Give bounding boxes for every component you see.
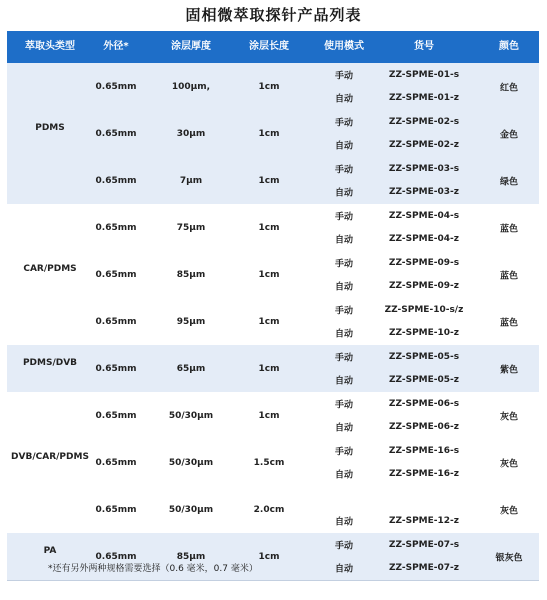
color-cell: 红色 (499, 83, 519, 93)
group-type-label: PDMS/DVB (22, 357, 78, 368)
sku-cell: ZZ-SPME-03-s (388, 163, 460, 174)
header-mode: 使用模式 (324, 41, 364, 52)
sku-cell: ZZ-SPME-01-z (388, 93, 460, 104)
thickness-cell: 65μm (176, 363, 206, 374)
color-cell: 银灰色 (495, 553, 523, 563)
sku-cell: ZZ-SPME-04-s (388, 210, 460, 221)
length-cell: 1cm (258, 551, 280, 562)
thickness-cell: 50/30μm (168, 457, 214, 468)
diameter-cell: 0.65mm (95, 457, 137, 468)
thickness-cell: 85μm (176, 269, 206, 280)
header-length: 涂层长度 (249, 41, 289, 52)
diameter-cell: 0.65mm (95, 128, 137, 139)
mode-cell: 手动 (334, 400, 354, 411)
mode-cell: 自动 (334, 282, 354, 293)
sku-cell: ZZ-SPME-05-z (388, 375, 460, 386)
color-cell: 绿色 (499, 177, 519, 187)
mode-cell: 自动 (334, 94, 354, 105)
mode-cell: 自动 (334, 235, 354, 246)
length-cell: 1cm (258, 269, 280, 280)
sku-cell: ZZ-SPME-04-z (388, 234, 460, 245)
length-cell: 1cm (258, 222, 280, 233)
mode-cell: 自动 (334, 141, 354, 152)
header-type: 萃取头类型 (25, 41, 75, 52)
diameter-cell: 0.65mm (95, 269, 137, 280)
mode-cell: 自动 (334, 376, 354, 387)
mode-cell: 自动 (334, 188, 354, 199)
sku-cell: ZZ-SPME-07-z (388, 563, 460, 574)
sku-cell: ZZ-SPME-06-z (388, 422, 460, 433)
length-cell: 1.5cm (253, 457, 285, 468)
group-type-label: CAR/PDMS (23, 263, 77, 274)
sku-cell: ZZ-SPME-09-z (388, 281, 460, 292)
length-cell: 1cm (258, 81, 280, 92)
sku-cell: ZZ-SPME-02-z (388, 140, 460, 151)
thickness-cell: 100μm, (171, 81, 211, 92)
mode-cell: 自动 (334, 423, 354, 434)
mode-cell: 手动 (334, 118, 354, 129)
length-cell: 1cm (258, 316, 280, 327)
sku-cell: ZZ-SPME-16-z (388, 469, 460, 480)
mode-cell: 手动 (334, 212, 354, 223)
diameter-cell: 0.65mm (95, 363, 137, 374)
color-cell: 蓝色 (499, 224, 519, 234)
sku-cell: ZZ-SPME-12-z (388, 516, 460, 527)
mode-cell: 手动 (334, 447, 354, 458)
thickness-cell: 50/30μm (168, 410, 214, 421)
header-color: 颜色 (499, 41, 519, 52)
mode-cell: 手动 (334, 71, 354, 82)
mode-cell: 手动 (334, 541, 354, 552)
sku-cell: ZZ-SPME-09-s (388, 257, 460, 268)
sku-cell: ZZ-SPME-06-s (388, 398, 460, 409)
thickness-cell: 85μm (176, 551, 206, 562)
group-type-label: PA (43, 545, 57, 556)
header-sku: 货号 (414, 41, 434, 52)
length-cell: 2.0cm (253, 504, 285, 515)
sku-cell: ZZ-SPME-07-s (388, 539, 460, 550)
color-cell: 蓝色 (499, 318, 519, 328)
length-cell: 1cm (258, 363, 280, 374)
header-diameter: 外径* (103, 41, 129, 52)
thickness-cell: 95μm (176, 316, 206, 327)
mode-cell: 手动 (334, 306, 354, 317)
mode-cell: 手动 (334, 259, 354, 270)
group-divider (7, 580, 539, 581)
thickness-cell: 30μm (176, 128, 206, 139)
length-cell: 1cm (258, 410, 280, 421)
color-cell: 灰色 (499, 412, 519, 422)
group-type-label: DVB/CAR/PDMS (11, 451, 89, 462)
diameter-cell: 0.65mm (95, 316, 137, 327)
thickness-cell: 75μm (176, 222, 206, 233)
mode-cell: 手动 (334, 353, 354, 364)
thickness-cell: 7μm (179, 175, 203, 186)
mode-cell: 自动 (334, 470, 354, 481)
color-cell: 金色 (499, 130, 519, 140)
sku-cell: ZZ-SPME-16-s (388, 445, 460, 456)
sku-cell: ZZ-SPME-10-z (388, 328, 460, 339)
thickness-cell: 50/30μm (168, 504, 214, 515)
diameter-cell: 0.65mm (95, 551, 137, 562)
page-title: 固相微萃取探针产品列表 (185, 6, 362, 24)
color-cell: 灰色 (499, 506, 519, 516)
color-cell: 灰色 (499, 459, 519, 469)
length-cell: 1cm (258, 175, 280, 186)
sku-cell: ZZ-SPME-05-s (388, 351, 460, 362)
mode-cell: 自动 (334, 517, 354, 528)
mode-cell: 手动 (334, 165, 354, 176)
sku-cell: ZZ-SPME-02-s (388, 116, 460, 127)
diameter-cell: 0.65mm (95, 222, 137, 233)
sku-cell: ZZ-SPME-01-s (388, 69, 460, 80)
color-cell: 蓝色 (499, 271, 519, 281)
diameter-cell: 0.65mm (95, 175, 137, 186)
sku-cell: ZZ-SPME-10-s/z (384, 304, 464, 315)
length-cell: 1cm (258, 128, 280, 139)
table-header (7, 31, 539, 63)
footnote: *还有另外两种规格需要选择（0.6 毫米，0.7 毫米） (48, 564, 258, 574)
diameter-cell: 0.65mm (95, 410, 137, 421)
diameter-cell: 0.65mm (95, 504, 137, 515)
group-type-label: PDMS (35, 122, 65, 133)
mode-cell: 自动 (334, 564, 354, 575)
diameter-cell: 0.65mm (95, 81, 137, 92)
header-thickness: 涂层厚度 (171, 41, 211, 52)
mode-cell: 自动 (334, 329, 354, 340)
sku-cell: ZZ-SPME-03-z (388, 187, 460, 198)
color-cell: 紫色 (499, 365, 519, 375)
